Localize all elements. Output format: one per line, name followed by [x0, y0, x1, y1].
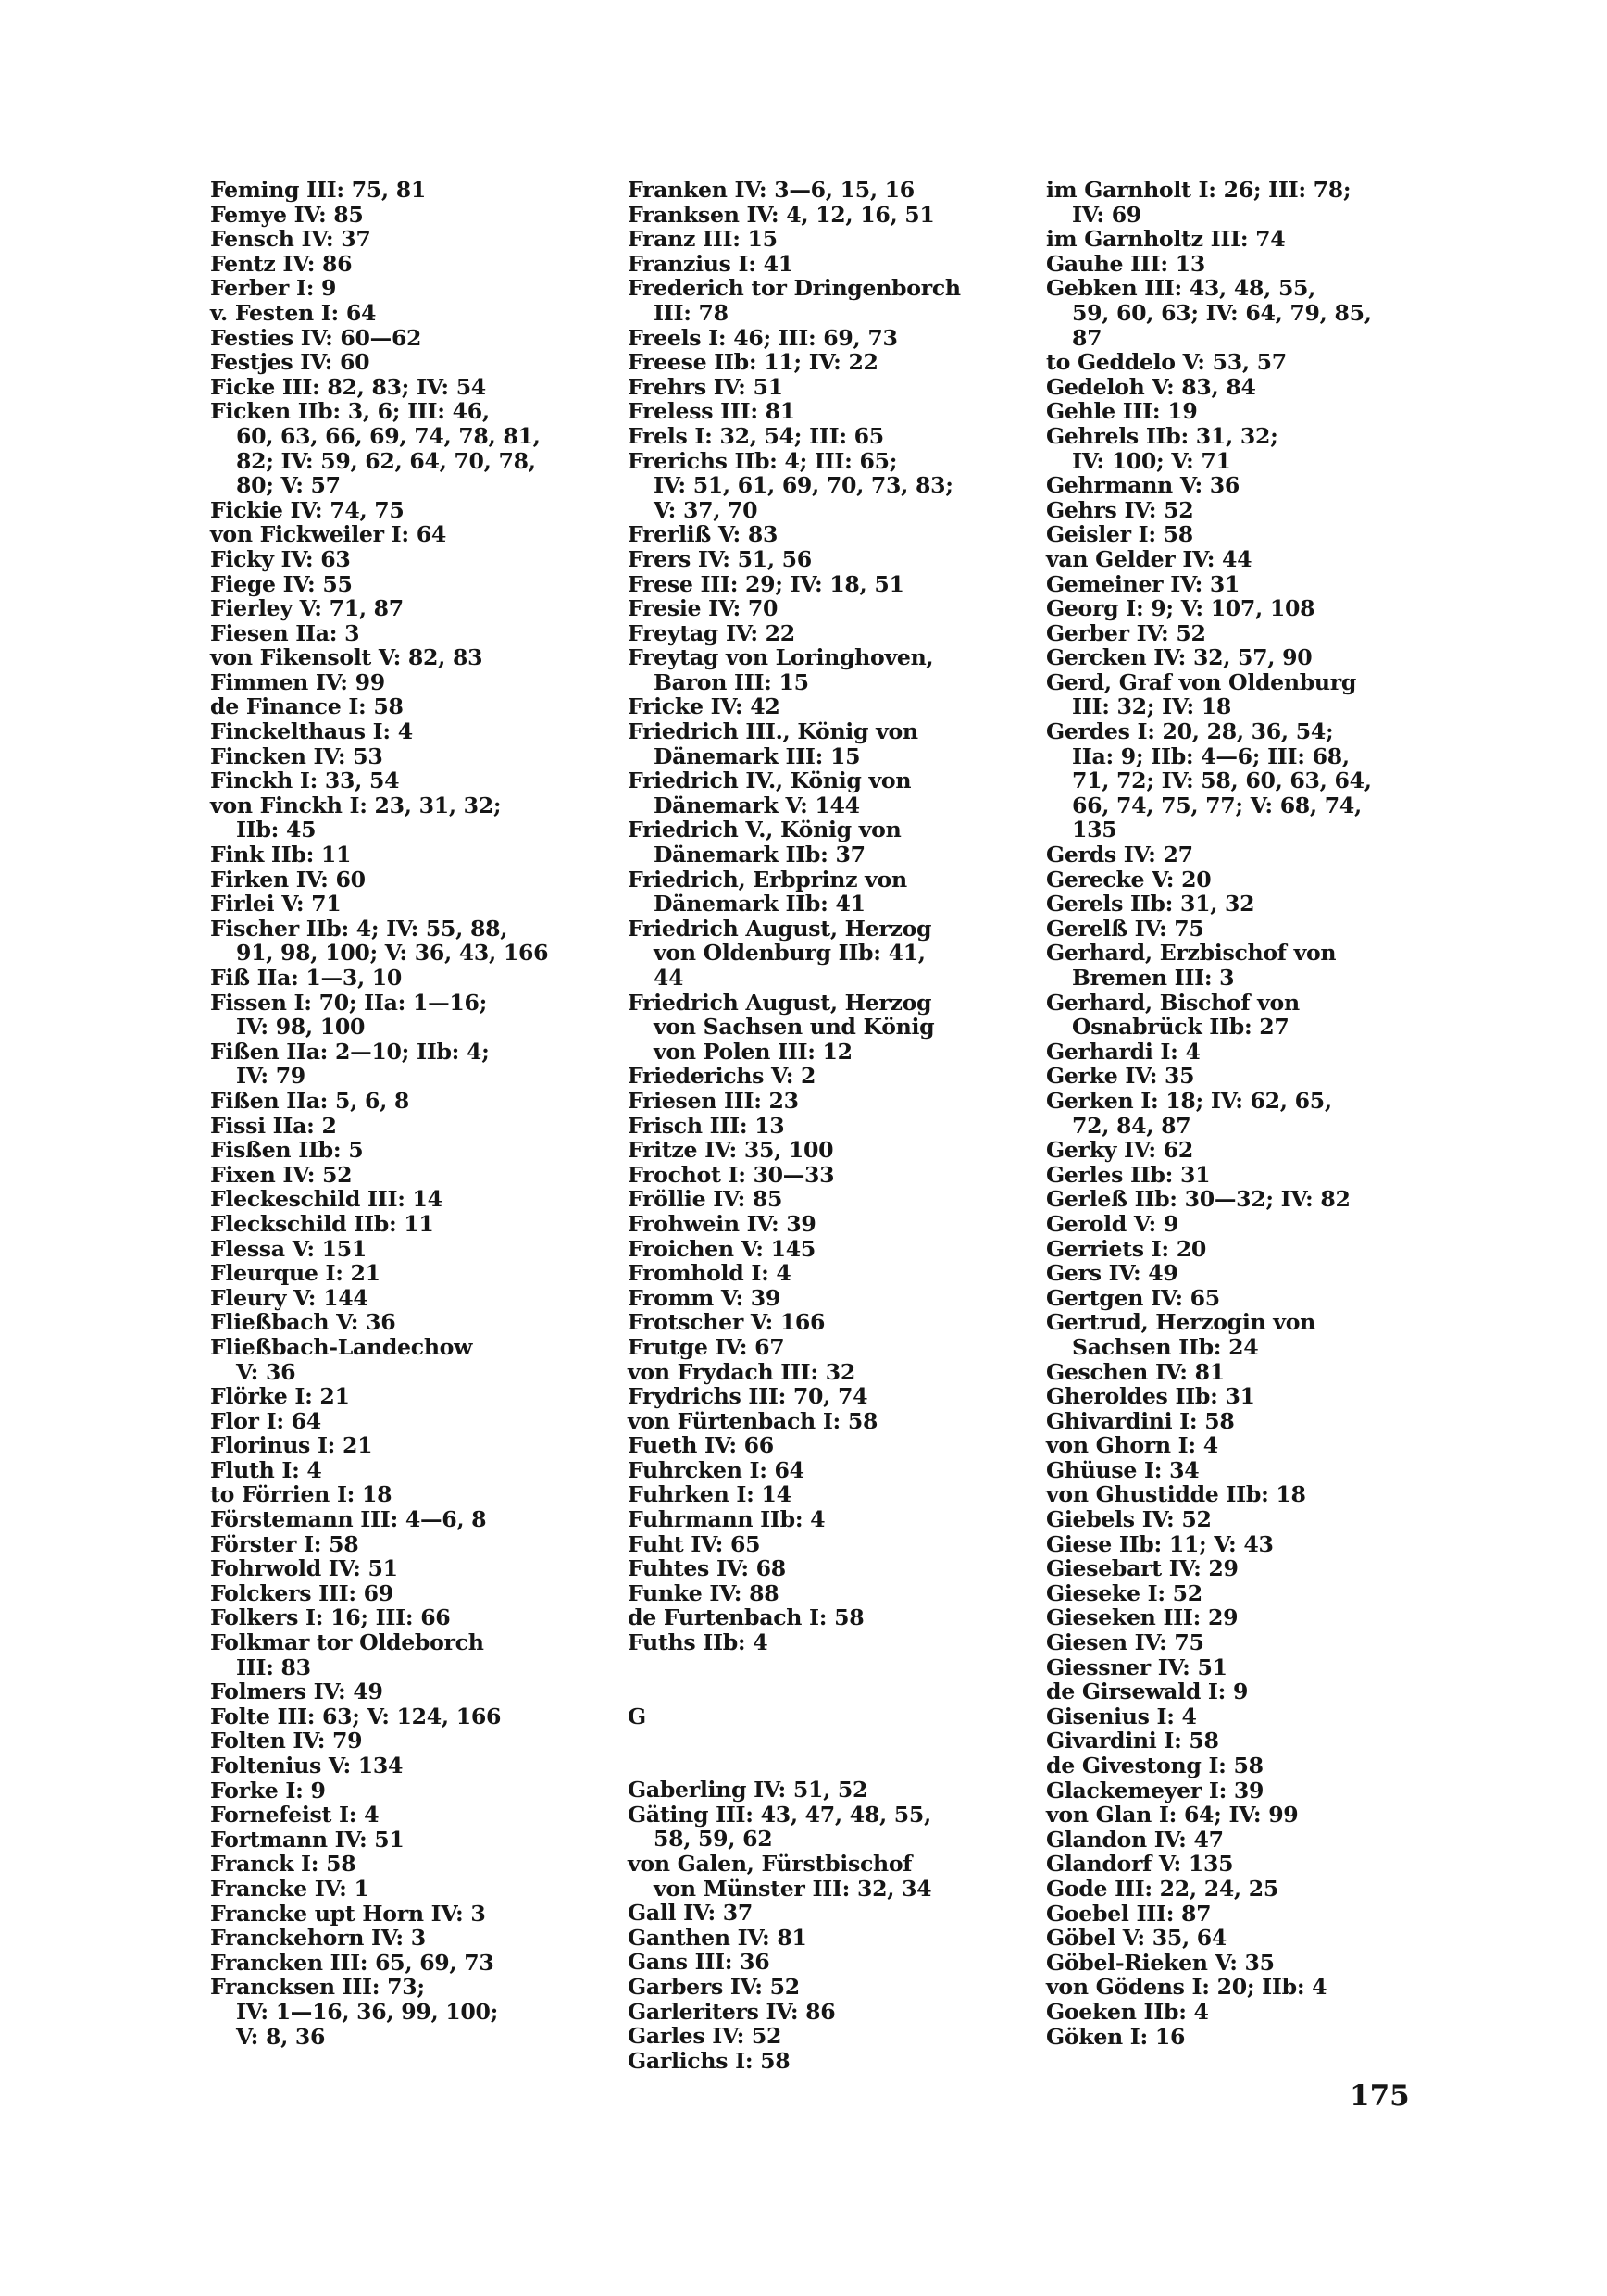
index-entry: Gerold V: 9: [1046, 1210, 1178, 1237]
index-entry: Fricke IV: 42: [628, 693, 780, 720]
index-entry: Fißen IIa: 2—10; IIb: 4; IV: 79: [210, 1038, 490, 1090]
index-entry: de Girsewald I: 9: [1046, 1678, 1249, 1705]
index-entry: Fleckschild IIb: 11: [210, 1210, 434, 1237]
index-entry: Frerichs IIb: 4; III: 65; IV: 51, 61, 69, 70, 73, 83; V: 37, 70: [628, 447, 953, 523]
index-entry: Fueth IV: 66: [628, 1432, 774, 1459]
index-entry: von Glan I: 64; IV: 99: [1046, 1802, 1299, 1828]
index-entry: Flörke I: 21: [210, 1383, 350, 1410]
index-entry: Fließbach V: 36: [210, 1309, 396, 1336]
index-entry: Freese IIb: 11; IV: 22: [628, 349, 878, 376]
index-entry: im Garnholt I: 26; III: 78; IV: 69: [1046, 177, 1352, 228]
index-entry: Glandon IV: 47: [1046, 1826, 1224, 1853]
index-entry: Glackemeyer I: 39: [1046, 1777, 1264, 1803]
index-entry: Fornefeist I: 4: [210, 1802, 380, 1828]
index-entry: Fimmen IV: 99: [210, 668, 385, 695]
index-entry: Fortmann IV: 51: [210, 1826, 405, 1853]
index-entry: Franckehorn IV: 3: [210, 1925, 426, 1952]
index-entry: Franzius I: 41: [628, 250, 793, 277]
index-entry: Goebel III: 87: [1046, 1900, 1212, 1927]
index-column-3: [1046, 178, 1444, 2049]
index-entry: Fissi IIa: 2: [210, 1112, 337, 1139]
index-entry: Gertgen IV: 65: [1046, 1284, 1220, 1311]
index-entry: Frehrs IV: 51: [628, 373, 783, 400]
index-entry: Fensch IV: 37: [210, 226, 371, 253]
index-entry: Frels I: 32, 54; III: 65: [628, 422, 884, 449]
index-entry: Gauhe III: 13: [1046, 250, 1205, 277]
index-entry: Gerles IIb: 31: [1046, 1161, 1211, 1188]
index-entry: Fromhold I: 4: [628, 1260, 791, 1287]
index-entry: Francksen III: 73; IV: 1—16, 36, 99, 100; V: 8, 36: [210, 1974, 499, 2050]
index-entry: Giese IIb: 11; V: 43: [1046, 1530, 1274, 1557]
index-entry: Gercken IV: 32, 57, 90: [1046, 644, 1313, 671]
index-entry: Fierley V: 71, 87: [210, 595, 404, 622]
index-entry: Frohwein IV: 39: [628, 1210, 816, 1237]
index-entry: Giesen IV: 75: [1046, 1629, 1204, 1656]
index-entry: v. Festen I: 64: [210, 299, 377, 326]
index-entry: Göken I: 16: [1046, 2023, 1186, 2050]
index-entry: Fresie IV: 70: [628, 595, 779, 622]
index-entry: Gerken I: 18; IV: 62, 65, 72, 84, 87: [1046, 1087, 1332, 1139]
index-entry: Gehrmann V: 36: [1046, 472, 1240, 499]
index-column-2: [628, 178, 1026, 2073]
index-entry: Gieseken III: 29: [1046, 1604, 1239, 1631]
index-entry: von Galen, Fürstbischof von Münster III: 32, 34: [628, 1851, 932, 1902]
index-entry: von Gödens I: 20; IIb: 4: [1046, 1974, 1327, 2001]
index-entry: Geschen IV: 81: [1046, 1358, 1225, 1385]
index-entry: Folmers IV: 49: [210, 1678, 383, 1705]
index-entry: Frederich tor Dringenborch III: 78: [628, 275, 961, 326]
index-entry: Gieseke I: 52: [1046, 1579, 1202, 1606]
index-entry: Fixen IV: 52: [210, 1161, 353, 1188]
index-entry: Fleckeschild III: 14: [210, 1186, 442, 1213]
index-entry: Fiege IV: 55: [210, 570, 353, 597]
index-entry: Ghüuse I: 34: [1046, 1456, 1200, 1483]
index-entry: Franken IV: 3—6, 15, 16: [628, 177, 915, 203]
index-entry: Gerhardi I: 4: [1046, 1038, 1201, 1065]
index-entry: Feming III: 75, 81: [210, 177, 426, 203]
index-entry: Gerhard, Bischof von Osnabrück IIb: 27: [1046, 989, 1300, 1041]
index-entry: Gall IV: 37: [628, 1900, 754, 1927]
index-entry: Giebels IV: 52: [1046, 1506, 1212, 1533]
index-entry: Fiesen IIa: 3: [210, 619, 360, 646]
index-entry: von Fürtenbach I: 58: [628, 1407, 878, 1434]
index-entry: Francke upt Horn IV: 3: [210, 1900, 486, 1927]
index-entry: Gers IV: 49: [1046, 1260, 1178, 1287]
index-entry: Gerd, Graf von Oldenburg III: 32; IV: 18: [1046, 668, 1357, 720]
index-entry: Fisßen IIb: 5: [210, 1137, 364, 1164]
index-entry: Gisenius I: 4: [1046, 1703, 1197, 1729]
index-entry: Frotscher V: 166: [628, 1309, 826, 1336]
index-entry: de Givestong I: 58: [1046, 1753, 1264, 1778]
index-entry: Geisler I: 58: [1046, 521, 1193, 548]
index-entry: Gans III: 36: [628, 1949, 770, 1976]
index-entry: Gerdes I: 20, 28, 36, 54; IIa: 9; IIb: 4—6; III: 68, 71, 72; IV: 58, 60, 63, 64, 66, 74, 75, 77; V: 68, 74, 135: [1046, 718, 1372, 843]
index-entry: Froichen V: 145: [628, 1235, 816, 1262]
index-entry: Gode III: 22, 24, 25: [1046, 1875, 1278, 1902]
index-entry: to Förrien I: 18: [210, 1481, 392, 1508]
index-entry: Fischer IIb: 4; IV: 55, 88, 91, 98, 100; V: 36, 43, 166: [210, 915, 549, 967]
index-entry: Fißen IIa: 5, 6, 8: [210, 1087, 410, 1114]
index-entry: Fluth I: 4: [210, 1456, 322, 1483]
index-entry: Ficke III: 82, 83; IV: 54: [210, 373, 486, 400]
index-entry: Georg I: 9; V: 107, 108: [1046, 595, 1315, 622]
index-entry: Festies IV: 60—62: [210, 324, 422, 351]
index-entry: Ferber I: 9: [210, 275, 337, 302]
index-entry: Gedeloh V: 83, 84: [1046, 373, 1256, 400]
index-entry: Fuths IIb: 4: [628, 1629, 768, 1656]
index-entry: Gerke IV: 35: [1046, 1063, 1195, 1090]
index-entry: Ghivardini I: 58: [1046, 1407, 1235, 1434]
index-entry: Friedrich IV., König von Dänemark V: 144: [628, 767, 912, 818]
index-entry: Forke I: 9: [210, 1777, 326, 1803]
index-entry: Fließbach-Landechow V: 36: [210, 1333, 473, 1385]
index-entry: Frisch III: 13: [628, 1112, 785, 1139]
index-entry: Franz III: 15: [628, 226, 778, 253]
index-entry: de Finance I: 58: [210, 693, 404, 720]
index-entry: von Ghustidde IIb: 18: [1046, 1481, 1306, 1508]
index-entry: Franksen IV: 4, 12, 16, 51: [628, 201, 935, 228]
index-entry: Göbel-Rieken V: 35: [1046, 1949, 1275, 1976]
index-entry: Fiß IIa: 1—3, 10: [210, 965, 403, 991]
index-entry: Fuhrken I: 14: [628, 1481, 791, 1508]
index-entry: Gäting III: 43, 47, 48, 55, 58, 59, 62: [628, 1801, 931, 1853]
index-entry: Fuhtes IV: 68: [628, 1555, 786, 1582]
index-entry: Freless III: 81: [628, 398, 795, 425]
index-entry: Fuhrcken I: 64: [628, 1456, 804, 1483]
index-entry: Folkmar tor Oldeborch III: 83: [210, 1629, 484, 1680]
index-entry: Fissen I: 70; IIa: 1—16; IV: 98, 100: [210, 989, 488, 1041]
page-number: 175: [1350, 2079, 1410, 2113]
index-entry: Gerky IV: 62: [1046, 1137, 1193, 1164]
index-entry: von Finckh I: 23, 31, 32; IIb: 45: [210, 792, 502, 843]
index-entry: von Frydach III: 32: [628, 1358, 855, 1385]
index-entry: Gerleß IIb: 30—32; IV: 82: [1046, 1186, 1351, 1213]
index-entry: Fincken IV: 53: [210, 742, 383, 769]
index-entry: Göbel V: 35, 64: [1046, 1925, 1227, 1952]
index-entry: Fohrwold IV: 51: [210, 1555, 398, 1582]
index-entry: Giessner IV: 51: [1046, 1653, 1227, 1680]
index-entry: Ganthen IV: 81: [628, 1924, 807, 1951]
index-entry: Florinus I: 21: [210, 1432, 373, 1459]
index-entry: Funke IV: 88: [628, 1579, 779, 1606]
index-entry: Freytag IV: 22: [628, 619, 795, 646]
index-entry: Gerhard, Erzbischof von Bremen III: 3: [1046, 940, 1337, 991]
index-entry: Gehle III: 19: [1046, 398, 1198, 425]
index-entry: Gerriets I: 20: [1046, 1235, 1206, 1262]
index-entry: Flor I: 64: [210, 1407, 321, 1434]
index-entry: Garles IV: 52: [628, 2023, 782, 2050]
index-entry: Friesen III: 23: [628, 1087, 799, 1114]
index-entry: Fuhrmann IIb: 4: [628, 1506, 826, 1533]
index-entry: Gaberling IV: 51, 52: [628, 1777, 868, 1803]
index-entry: Gerds IV: 27: [1046, 842, 1193, 868]
index-entry: Freytag von Loringhoven, Baron III: 15: [628, 644, 934, 695]
index-entry: Folten IV: 79: [210, 1728, 363, 1754]
index-entry: Folckers III: 69: [210, 1579, 393, 1606]
index-entry: Fink IIb: 11: [210, 842, 352, 868]
index-entry: Finckh I: 33, 54: [210, 767, 400, 794]
index-entry: Fleury V: 144: [210, 1284, 368, 1311]
index-entry: Förster I: 58: [210, 1530, 359, 1557]
index-entry: Frochot I: 30—33: [628, 1161, 835, 1188]
index-entry: Gerecke V: 20: [1046, 866, 1212, 892]
index-entry: Gerels IIb: 31, 32: [1046, 891, 1255, 917]
index-entry: Finckelthaus I: 4: [210, 718, 413, 745]
index-entry: to Geddelo V: 53, 57: [1046, 349, 1287, 376]
index-entry: Femye IV: 85: [210, 201, 364, 228]
index-entry: Fritze IV: 35, 100: [628, 1137, 834, 1164]
index-entry: Giesebart IV: 29: [1046, 1555, 1239, 1582]
index-entry: de Furtenbach I: 58: [628, 1604, 865, 1631]
index-entry: Foltenius V: 134: [210, 1753, 404, 1778]
index-entry: Freels I: 46; III: 69, 73: [628, 324, 898, 351]
index-entry: Givardini I: 58: [1046, 1728, 1219, 1754]
index-entry: Gebken III: 43, 48, 55, 59, 60, 63; IV: 64, 79, 85, 87: [1046, 275, 1372, 351]
index-entry: von Fickweiler I: 64: [210, 521, 446, 548]
index-entry: Fickie IV: 74, 75: [210, 496, 405, 523]
index-entry: Francken III: 65, 69, 73: [210, 1949, 494, 1976]
index-entry: Festjes IV: 60: [210, 349, 370, 376]
index-entry: Fromm V: 39: [628, 1284, 781, 1311]
index-entry: Gehrs IV: 52: [1046, 496, 1194, 523]
index-entry: Frydrichs III: 70, 74: [628, 1383, 868, 1410]
index-entry: Ficky IV: 63: [210, 545, 351, 572]
index-entry: Gertrud, Herzogin von Sachsen IIb: 24: [1046, 1309, 1315, 1360]
index-entry: Franck I: 58: [210, 1851, 356, 1878]
index-entry: Fentz IV: 86: [210, 250, 353, 277]
index-entry: Gerelß IV: 75: [1046, 915, 1204, 942]
index-entry: Friedrich III., König von Dänemark III: 15: [628, 718, 918, 769]
index-entry: Frutge IV: 67: [628, 1333, 785, 1360]
index-entry: van Gelder IV: 44: [1046, 545, 1252, 572]
index-entry: Goeken IIb: 4: [1046, 1998, 1209, 2025]
index-entry: Flessa V: 151: [210, 1235, 367, 1262]
index-entry: Fröllie IV: 85: [628, 1186, 783, 1213]
index-entry: Frese III: 29; IV: 18, 51: [628, 570, 904, 597]
index-entry: Gemeiner IV: 31: [1046, 570, 1240, 597]
index-entry: von Fikensolt V: 82, 83: [210, 644, 483, 671]
index-entry: Friedrich August, Herzog von Sachsen und König von Polen III: 12: [628, 989, 935, 1065]
index-entry: Friedrich, Erbprinz von Dänemark IIb: 41: [628, 866, 907, 917]
index-entry: Ficken IIb: 3, 6; III: 46, 60, 63, 66, 69, 74, 78, 81, 82; IV: 59, 62, 64, 70, 78, 80; V: 57: [210, 398, 541, 499]
index-entry: Frerliß V: 83: [628, 521, 779, 548]
section-letter-heading: G: [628, 1703, 646, 1729]
index-entry: Gehrels IIb: 31, 32; IV: 100; V: 71: [1046, 422, 1278, 474]
index-entry: Gheroldes IIb: 31: [1046, 1383, 1255, 1410]
index-column-1: [210, 178, 608, 2049]
index-entry: Folkers I: 16; III: 66: [210, 1604, 451, 1631]
index-entry: Folte III: 63; V: 124, 166: [210, 1703, 502, 1729]
index-entry: Francke IV: 1: [210, 1875, 369, 1902]
index-entry: Förstemann III: 4—6, 8: [210, 1506, 487, 1533]
index-entry: Garleriters IV: 86: [628, 1998, 836, 2025]
index-entry: von Ghorn I: 4: [1046, 1432, 1218, 1459]
index-entry: Garlichs I: 58: [628, 2047, 791, 2074]
index-entry: Garbers IV: 52: [628, 1973, 800, 2000]
index-entry: Friederichs V: 2: [628, 1063, 816, 1090]
index-entry: Fuht IV: 65: [628, 1530, 761, 1557]
index-entry: Frers IV: 51, 56: [628, 545, 812, 572]
index-entry: im Garnholtz III: 74: [1046, 226, 1286, 253]
index-entry: Friedrich August, Herzog von Oldenburg IIb: 41, 44: [628, 915, 932, 991]
index-entry: Friedrich V., König von Dänemark IIb: 37: [628, 817, 902, 868]
index-entry: Gerber IV: 52: [1046, 619, 1206, 646]
index-entry: Glandorf V: 135: [1046, 1851, 1234, 1878]
index-entry: Fleurque I: 21: [210, 1260, 380, 1287]
index-entry: Firken IV: 60: [210, 866, 366, 892]
index-entry: Firlei V: 71: [210, 891, 342, 917]
